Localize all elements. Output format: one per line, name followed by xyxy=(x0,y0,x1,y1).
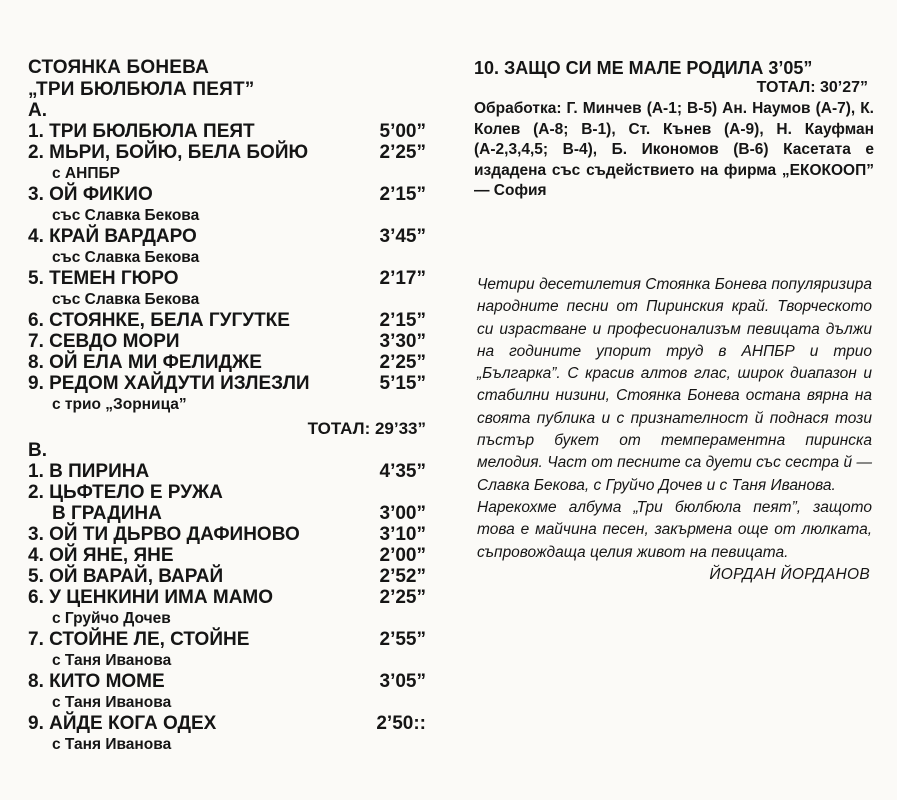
track-duration: 2’15” xyxy=(379,310,426,331)
track-item xyxy=(28,373,438,415)
track-line xyxy=(28,310,438,331)
track-duration: 2’25” xyxy=(379,352,426,373)
liner-notes xyxy=(477,274,872,586)
track-title: 6. СТОЯНКЕ, БЕЛА ГУГУТКЕ xyxy=(28,310,290,331)
track-item xyxy=(28,121,438,142)
track-line xyxy=(28,352,438,373)
track-performer: с АНПБР xyxy=(52,165,120,182)
track-duration: 2’25” xyxy=(379,587,426,608)
track-duration: 3’10” xyxy=(379,524,426,545)
side-b-total: ТОТАЛ: 30’27” xyxy=(756,79,868,96)
liner-notes-paragraph-1: Четири десетилетия Стоянка Бонева популяризира народните песни от Пиринския край. Творческото си израстване и професионализъм певицата дължи на годините упорит труд в АНПБР и трио „Българка”. С красив алтов глас, широк диапазон и стабилни низини, Стоянка Бонева остана вярна на своята публика и с признателност й поднася този пъстър букет от темпераментна пиринска мелодия. Част от песните са дуети със сестра й — Славка Бекова, с Груйчо Дочев и с Таня Иванова. xyxy=(477,276,872,494)
track-line xyxy=(28,566,438,587)
track-title: 5. ОЙ ВАРАЙ, ВАРАЙ xyxy=(28,566,224,587)
track-performer: с Груйчо Дочев xyxy=(52,610,171,627)
track-line xyxy=(28,629,438,650)
track-performer: със Славка Бекова xyxy=(52,291,200,308)
track-title: 1. В ПИРИНА xyxy=(28,461,150,482)
side-b-label: В. xyxy=(28,440,47,461)
track-duration: 2’50:: xyxy=(376,713,426,734)
track-title: 3. ОЙ ФИКИО xyxy=(28,184,153,205)
track-title: 4. ОЙ ЯНЕ, ЯНЕ xyxy=(28,545,174,566)
side-a-label: А. xyxy=(28,100,47,121)
track-title: 6. У ЦЕНКИНИ ИМА МАМО xyxy=(28,587,274,608)
track-item xyxy=(28,566,438,587)
track-title: 5. ТЕМЕН ГЮРО xyxy=(28,268,179,289)
track-10: 10. ЗАЩО СИ МЕ МАЛЕ РОДИЛА 3’05” xyxy=(474,58,813,78)
side-a-tracks xyxy=(28,121,438,415)
track-duration: 2’00” xyxy=(379,545,426,566)
track-duration: 2’15” xyxy=(379,184,426,205)
track-duration: 3’00” xyxy=(379,503,426,524)
track-duration: 3’05” xyxy=(379,671,426,692)
track-title: 8. ОЙ ЕЛА МИ ФЕЛИДЖЕ xyxy=(28,352,262,373)
track-title: 9. АЙДЕ КОГА ОДЕХ xyxy=(28,713,217,734)
track-line xyxy=(28,184,438,205)
track-line xyxy=(28,671,438,692)
track-duration: 2’17” xyxy=(379,268,426,289)
track-listing xyxy=(28,57,438,755)
track-item xyxy=(28,482,438,503)
track-performer: със Славка Бекова xyxy=(52,207,200,224)
track-item xyxy=(28,352,438,373)
artist-name: СТОЯНКА БОНЕВА xyxy=(28,57,210,78)
track-title: 2. ЦЬФТЕЛО Е РУЖА xyxy=(28,482,223,503)
track-line xyxy=(28,545,438,566)
track-line xyxy=(28,482,438,503)
track-title: 7. СТОЙНЕ ЛЕ, СТОЙНЕ xyxy=(28,629,250,650)
track-item xyxy=(28,310,438,331)
track-line xyxy=(28,524,438,545)
track-item xyxy=(28,545,438,566)
track-line xyxy=(28,121,438,142)
track-line xyxy=(28,587,438,608)
track-item xyxy=(28,226,438,268)
track-title: 2. МЬРИ, БОЙЮ, БЕЛА БОЙЮ xyxy=(28,142,309,163)
track-duration: 2’52” xyxy=(379,566,426,587)
track-line xyxy=(28,268,438,289)
track-title: 9. РЕДОМ ХАЙДУТИ ИЗЛЕЗЛИ xyxy=(28,373,310,394)
track-item xyxy=(28,671,438,713)
track-line xyxy=(28,142,438,163)
track-performer: с трио „Зорница” xyxy=(52,396,187,413)
track-title: 4. КРАЙ ВАРДАРО xyxy=(28,226,197,247)
track-performer: със Славка Бекова xyxy=(52,249,200,266)
track-item xyxy=(28,184,438,226)
track-duration: 5’15” xyxy=(379,373,426,394)
track-duration: 3’30” xyxy=(379,331,426,352)
right-column xyxy=(474,57,874,202)
track-performer: с Таня Иванова xyxy=(52,736,172,753)
track-line xyxy=(28,373,438,394)
side-a-total: ТОТАЛ: 29’33” xyxy=(307,419,426,438)
track-duration: 2’55” xyxy=(379,629,426,650)
track-item xyxy=(28,461,438,482)
track-title: 3. ОЙ ТИ ДЬРВО ДАФИНОВО xyxy=(28,524,300,545)
track-item xyxy=(28,713,438,755)
track-performer: с Таня Иванова xyxy=(52,694,172,711)
track-item xyxy=(28,629,438,671)
author-signature: ЙОРДАН ЙОРДАНОВ xyxy=(709,565,870,583)
album-title: „ТРИ БЮЛБЮЛА ПЕЯТ” xyxy=(28,79,255,100)
track-item xyxy=(28,503,438,524)
track-duration: 5’00” xyxy=(379,121,426,142)
track-item xyxy=(28,142,438,184)
track-line xyxy=(28,503,438,524)
credits-text: Обработка: Г. Минчев (А-1; В-5) Ан. Наумов (А-7), К. Колев (А-8; В-1), Ст. Кънев (А-9), Н. Кауфман (А-2,3,4,5; В-4), Б. Икономов (В-6) Касетата е издадена със съдействието на фирма „ЕКОКООП” — София xyxy=(474,100,874,199)
track-line xyxy=(28,713,438,734)
track-item xyxy=(28,587,438,629)
liner-notes-paragraph-2: Нарекохме албума „Три бюлбюла пеят”, защото това е майчина песен, закърмена още от люлката, съпровождаща целия живот на певицата. xyxy=(477,498,872,561)
side-b-tracks xyxy=(28,461,438,755)
track-duration: 2’25” xyxy=(379,142,426,163)
track-title: 8. КИТО МОМЕ xyxy=(28,671,165,692)
track-item xyxy=(28,331,438,352)
track-item xyxy=(28,268,438,310)
track-line xyxy=(28,226,438,247)
track-item xyxy=(28,524,438,545)
track-duration: 3’45” xyxy=(379,226,426,247)
track-title: 7. СЕВДО МОРИ xyxy=(28,331,180,352)
track-line xyxy=(28,331,438,352)
track-title: 1. ТРИ БЮЛБЮЛА ПЕЯТ xyxy=(28,121,255,142)
track-title: В ГРАДИНА xyxy=(52,503,162,524)
track-performer: с Таня Иванова xyxy=(52,652,172,669)
track-duration: 4’35” xyxy=(379,461,426,482)
track-line xyxy=(28,461,438,482)
